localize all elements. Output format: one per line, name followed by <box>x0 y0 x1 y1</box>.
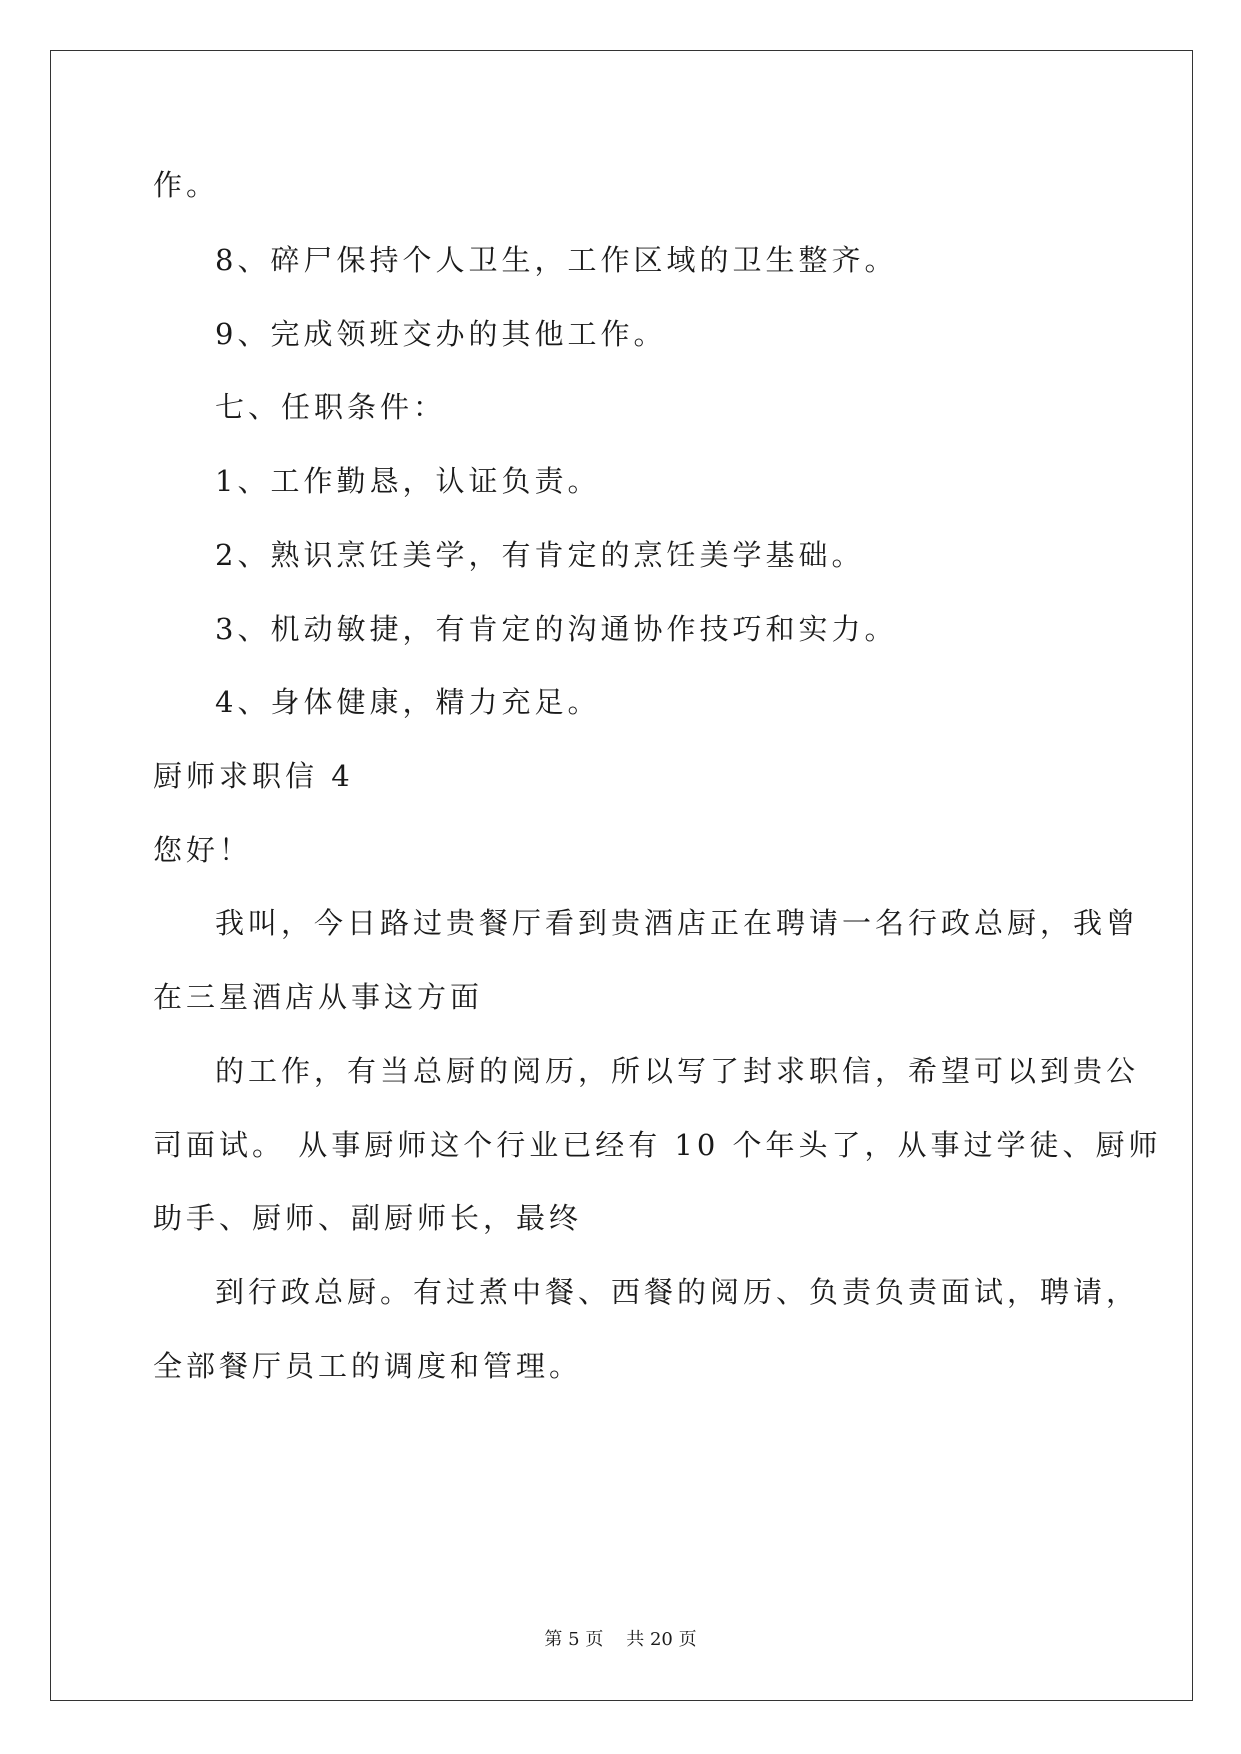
text-line: 的工作，有当总厨的阅历，所以写了封求职信，希望可以到贵公 <box>215 1054 1140 1088</box>
text-line: 全部餐厅员工的调度和管理。 <box>153 1349 583 1383</box>
text-line: 2、熟识烹饪美学，有肯定的烹饪美学基础。 <box>215 538 865 572</box>
text-line: 到行政总厨。有过煮中餐、西餐的阅历、负责负责面试，聘请， <box>215 1275 1140 1309</box>
text-line: 3、机动敏捷，有肯定的沟通协作技巧和实力。 <box>215 612 898 646</box>
page-number: 第 5 页 <box>544 1629 604 1650</box>
text-line: 在三星酒店从事这方面 <box>153 980 484 1014</box>
text-line: 9、完成领班交办的其他工作。 <box>215 317 667 351</box>
text-line: 我叫，今日路过贵餐厅看到贵酒店正在聘请一名行政总厨，我曾 <box>215 906 1140 940</box>
page-border <box>50 50 1193 1701</box>
page-footer <box>0 1625 1241 1651</box>
text-line: 4、身体健康，精力充足。 <box>215 685 601 719</box>
section-heading: 七、任职条件： <box>215 390 447 424</box>
text-line: 8、碎尸保持个人卫生，工作区域的卫生整齐。 <box>215 243 898 277</box>
page-total: 共 20 页 <box>626 1629 697 1650</box>
text-line: 1、工作勤恳，认证负责。 <box>215 464 601 498</box>
text-line: 作。 <box>153 168 220 202</box>
greeting: 您好！ <box>153 833 253 867</box>
text-line: 助手、厨师、副厨师长，最终 <box>153 1201 583 1235</box>
text-line: 司面试。 从事厨师这个行业已经有 10 个年头了，从事过学徒、厨师 <box>153 1128 1162 1162</box>
letter-title: 厨师求职信 4 <box>153 759 354 793</box>
